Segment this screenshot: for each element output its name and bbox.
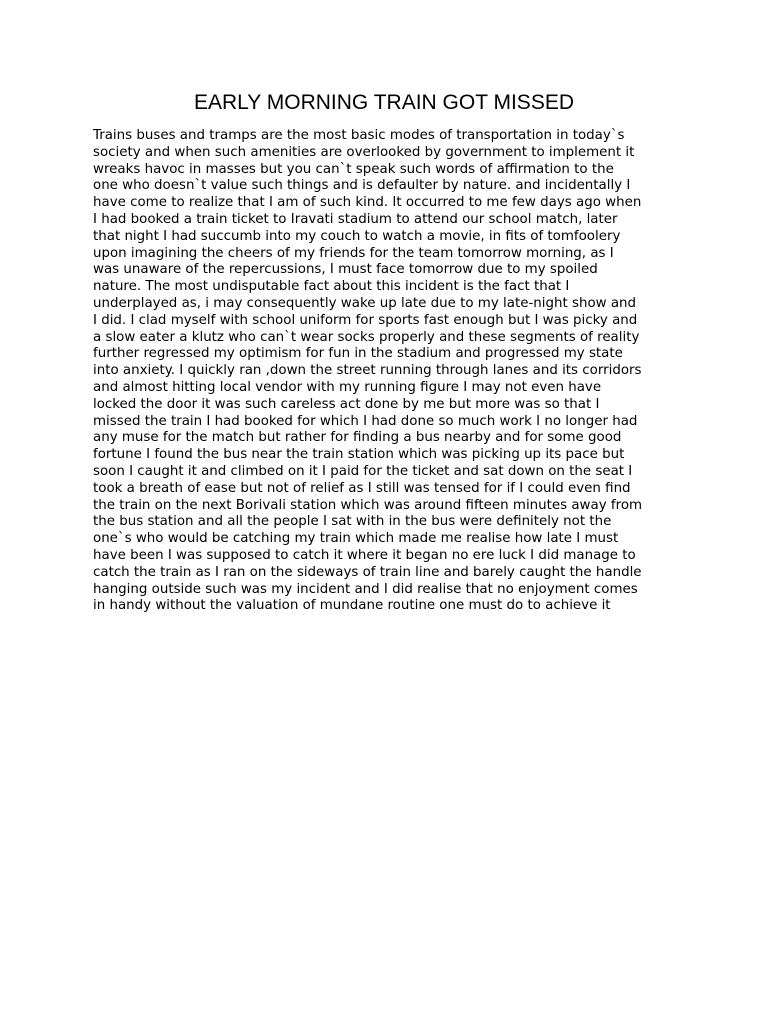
body-text-line: catch the train as I ran on the sideways of train line and barely caught the handle [93,564,642,580]
body-text-line: was unaware of the repercussions, I must face tomorrow due to my spoiled [93,262,598,278]
body-text-line: that night I had succumb into my couch to watch a movie, in fits of tomfoolery [93,228,621,244]
body-text-line: hanging outside such was my incident and I did realise that no enjoyment comes [93,581,638,597]
body-text-line: locked the door it was such careless act done by me but more was so that I [93,396,600,412]
body-text-line: society and when such amenities are overlooked by government to implement it [93,144,635,160]
body-text-line: the train on the next Borivali station which was around fifteen minutes away from [93,497,643,513]
body-text-line: one`s who would be catching my train which made me realise how late I must [93,531,619,547]
body-text-line: soon I caught it and climbed on it I paid for the ticket and sat down on the seat I [93,463,633,479]
body-text-line: into anxiety. I quickly ran ,down the street running through lanes and its corridors [93,363,642,379]
body-text-line: have come to realize that I am of such kind. It occurred to me few days ago when [93,195,642,211]
document-body [93,128,693,615]
body-text-line: in handy without the valuation of mundane routine one must do to achieve it [93,598,611,614]
body-text-line: and almost hitting local vendor with my running figure I may not even have [93,379,602,395]
body-text-line: I had booked a train ticket to Iravati stadium to attend our school match, later [93,211,618,227]
body-text-line: nature. The most undisputable fact about this incident is the fact that I [93,279,570,295]
body-text-line: wreaks havoc in masses but you can`t speak such words of affirmation to the [93,161,614,177]
body-text-line: took a breath of ease but not of relief as I still was tensed for if I could even find [93,480,631,496]
body-text-line: a slow eater a klutz who can`t wear socks properly and these segments of reality [93,329,640,345]
body-text-line: one who doesn`t value such things and is defaulter by nature. and incidentally I [93,178,631,194]
body-text-line: missed the train I had booked for which I had done so much work I no longer had [93,413,638,429]
body-text-line: Trains buses and tramps are the most basic modes of transportation in today`s [93,128,625,143]
document-title: EARLY MORNING TRAIN GOT MISSED [193,91,574,114]
body-text-line: the bus station and all the people I sat with in the bus were definitely not the [93,514,612,530]
body-text-line: have been I was supposed to catch it where it began no ere luck I did manage to [93,547,636,563]
body-text-line: further regressed my optimism for fun in the stadium and progressed my state [93,346,623,362]
body-text-line: any muse for the match but rather for finding a bus nearby and for some good [93,430,622,446]
body-text-line: fortune I found the bus near the train station which was picking up its pace but [93,447,625,463]
body-text-line: underplayed as, i may consequently wake up late due to my late-night show and [93,295,637,311]
body-text-line: I did. I clad myself with school uniform for sports fast enough but I was picky and [93,312,638,328]
body-text-line: upon imagining the cheers of my friends for the team tomorrow morning, as I [93,245,614,261]
